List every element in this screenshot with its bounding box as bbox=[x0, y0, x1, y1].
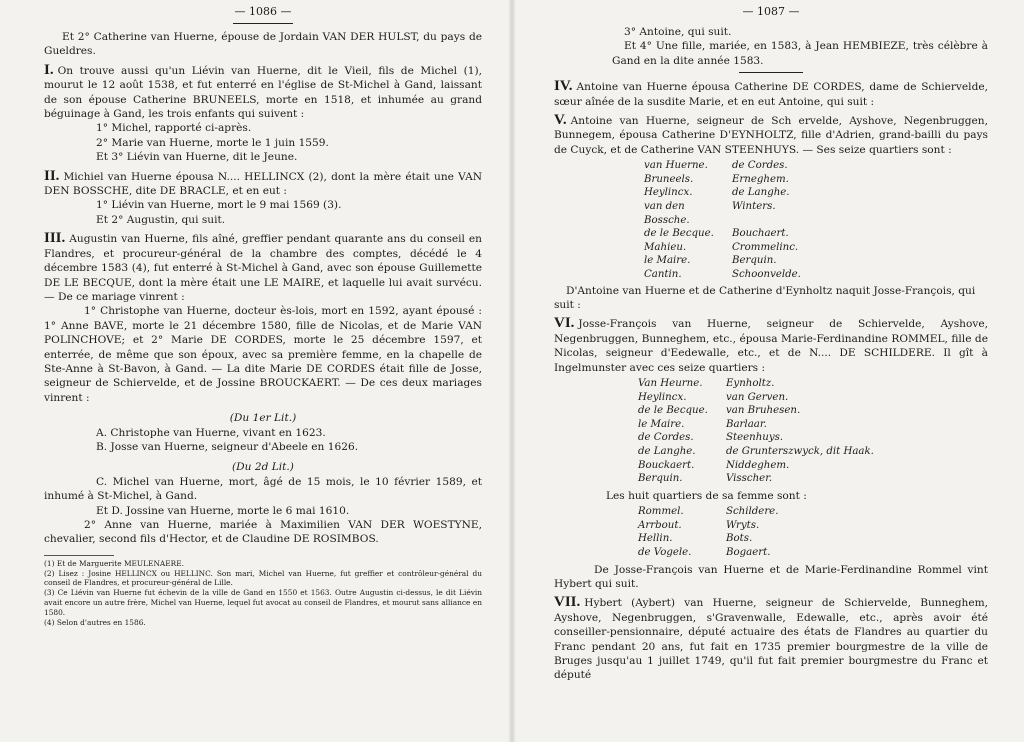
paragraph: 2° Anne van Huerne, mariée à Maximilien VAN DER WOESTYNE, chevalier, second fils d'Hector, et de Claudine DE ROSIMBOS. bbox=[44, 519, 482, 546]
continuation-line: Et 4° Une fille, mariée, en 1583, à Jean HEMBIEZE, très célèbre à Gand en la dite année 1583. bbox=[612, 40, 988, 67]
quarters-table bbox=[644, 159, 801, 281]
section-text: On trouve aussi qu'un Liévin van Huerne, dit le Vieil, fils de Michel (1), mourut le 12 août 1538, et fut enterré en l'église de St-Michel à Gand, laissant de son épouse Catherine BRUNEELS, morte en 1518, et inhumée au grand béguinage à Gand, les trois enfants qui suivent : bbox=[44, 64, 482, 121]
table-row: de le Becque. Bouchaert. bbox=[644, 228, 789, 240]
section-text: Antoine van Huerne, seigneur de Sch ervelde, Ayshove, Negenbruggen, Bunnegem, épousa Catherine D'EYNHOLTZ, fille d'Adrien, grand-bailli du pays de Cuyck, et de Catherine VAN STEENHUYS. — Ses seize quartiers sont : bbox=[554, 115, 988, 156]
page-number-left: — 1086 — bbox=[234, 5, 292, 18]
table-row: Mahieu. Crommelinc. bbox=[644, 241, 799, 253]
footnote: (4) Selon d'autres en 1586. bbox=[44, 617, 146, 627]
table-row: le Maire. Barlaar. bbox=[638, 418, 767, 430]
section-number: III. bbox=[44, 230, 66, 247]
section-number: IV. bbox=[554, 78, 573, 95]
lit-heading: (Du 2d Lit.) bbox=[232, 461, 294, 474]
section-1 bbox=[44, 63, 482, 165]
table-row: Bruneels. Erneghem. bbox=[644, 173, 789, 185]
table-row: Berquin. Visscher. bbox=[638, 473, 773, 485]
footnotes bbox=[44, 559, 482, 628]
list-item: 2° Marie van Huerne, morte le 1 juin 1559. bbox=[96, 136, 329, 149]
quarters-table bbox=[638, 377, 874, 486]
transition-paragraph: De Josse-François van Huerne et de Marie-Ferdinandine Rommel vint Hybert qui suit. bbox=[554, 563, 988, 590]
intro-paragraph: Et 2° Catherine van Huerne, épouse de Jordain VAN DER HULST, du pays de Gueldres. bbox=[44, 31, 482, 58]
continuation-line: 3° Antoine, qui suit. bbox=[624, 26, 732, 38]
section-number: V. bbox=[554, 112, 567, 129]
footnote: (2) Lisez : Josine HELLINCX ou HELLINC. Son mari, Michel van Huerne, fut greffier et contrôleur-général du conseil de Flandres, et procureur-général de Lille. bbox=[44, 568, 482, 588]
table-row: de Langhe. de Grunterszwyck, dit Haak. bbox=[638, 446, 874, 457]
table-row: van den Bossche. Winters. bbox=[644, 201, 776, 226]
page-number-right: — 1087 — bbox=[742, 5, 800, 18]
transition-paragraph: D'Antoine van Huerne et de Catherine d'Eynholtz naquit Josse-François, qui suit : bbox=[554, 284, 976, 311]
section-number: I. bbox=[44, 61, 54, 78]
table-row: Hellin. Bots. bbox=[638, 533, 753, 545]
lit-heading: (Du 1er Lit.) bbox=[229, 412, 297, 425]
table-row: de le Becque. van Bruhesen. bbox=[638, 405, 801, 417]
table-row: Cantin. Schoonvelde. bbox=[644, 269, 801, 280]
table-row: Heylincx. van Gerven. bbox=[638, 391, 789, 403]
list-item: Et D. Jossine van Huerne, morte le 6 mai 1610. bbox=[96, 504, 350, 517]
table-row: Rommel. Schildere. bbox=[638, 506, 779, 518]
section-number: VII. bbox=[554, 594, 581, 611]
section-4 bbox=[554, 79, 988, 109]
footnote-rule bbox=[44, 555, 114, 556]
section-text: Michiel van Huerne épousa N.... HELLINCX (2), dont la mère était une VAN DEN BOSSCHE, dite DE BRACLE, et en eut : bbox=[44, 170, 482, 198]
table-row: Arrbout. Wryts. bbox=[638, 519, 760, 531]
paragraph: 1° Christophe van Huerne, docteur ès-lois, mort en 1592, ayant épousé : 1° Anne BAVE, morte le 21 décembre 1580, fille de Nicolas, et de Marie VAN POLINCHOVE; et 2° Marie DE CORDES, morte le 25 décembre 1597, et enterrée, de même que son époux, avec sa première femme, en la chapelle de Ste-Anne à St-Bavon, à Gand. — La dite Marie DE CORDES était fille de Josse, seigneur de Schiervelde, et de Jossine BROUCKAERT. — De ces deux mariages vinrent : bbox=[44, 305, 482, 404]
footnote: (1) Et de Marguerite MEULENAERE. bbox=[44, 558, 184, 568]
list-item: C. Michel van Huerne, mort, âgé de 15 mois, le 10 février 1589, et inhumé à St-Michel, à Gand. bbox=[44, 475, 482, 503]
section-text: Augustin van Huerne, fils aîné, greffier pendant quarante ans du conseil en Flandres, et procureur-général de la chambre des comptes, décédé le 4 décembre 1583 (4), fut enterré à St-Michel à Gand, avec son épouse Guillemette DE LE BECQUE, dont la mère était une LE MAIRE, et laquelle lui avait survécu. — De ce mariage vinrent : bbox=[44, 233, 482, 303]
section-number: VI. bbox=[554, 315, 575, 332]
list-item: 1° Michel, rapporté ci-après. bbox=[96, 122, 252, 135]
list-item: Et 3° Liévin van Huerne, dit le Jeune. bbox=[96, 151, 298, 164]
list-item: Et 2° Augustin, qui suit. bbox=[96, 213, 226, 226]
list-item: 1° Liévin van Huerne, mort le 9 mai 1569 (3). bbox=[96, 199, 342, 212]
list-item: B. Josse van Huerne, seigneur d'Abeele en 1626. bbox=[96, 440, 359, 453]
section-text: Josse-François van Huerne, seigneur de Schiervelde, Ayshove, Negenbruggen, Bunneghem, etc., épousa Marie-Ferdinandine ROMMEL, fille de Nicolas, seigneur d'Eedewalle, etc., et de N.... DE SCHILDERE. Il gît à Ingelmunster avec ces seize quartiers : bbox=[554, 318, 988, 374]
section-text: Hybert (Aybert) van Huerne, seigneur de Schiervelde, Bunneghem, Ayshove, Negenbruggen, s'Gravenwalle, Edewalle, etc., après avoir été conseiller-pensionnaire, député actuaire des états de Flandres au quartier du Franc pendant 20 ans, fut fait en 1735 premier bourgmestre de la ville de Bruges jusqu'au 1 juillet 1749, qu'il fut fait premier bourgmestre du Franc et député bbox=[554, 597, 988, 682]
table-row: le Maire. Berquin. bbox=[644, 255, 777, 267]
table-row: van Huerne. de Cordes. bbox=[644, 160, 788, 172]
section-6 bbox=[554, 316, 988, 559]
header-rule bbox=[233, 23, 293, 24]
table-row: de Cordes. Steenhuys. bbox=[638, 432, 784, 444]
section-7 bbox=[554, 595, 988, 682]
section-2 bbox=[44, 169, 482, 228]
wife-quarters-table bbox=[638, 505, 778, 559]
section-rule bbox=[739, 72, 803, 73]
list-item: A. Christophe van Huerne, vivant en 1623. bbox=[96, 426, 326, 439]
section-number: II. bbox=[44, 167, 60, 184]
table-row: de Vogele. Bogaert. bbox=[638, 546, 771, 558]
table-row: Van Heurne. Eynholtz. bbox=[638, 378, 775, 390]
wife-quarters-heading: Les huit quartiers de sa femme sont : bbox=[606, 489, 807, 502]
table-row: Heylincx. de Langhe. bbox=[644, 187, 790, 199]
section-text: Antoine van Huerne épousa Catherine DE CORDES, dame de Schiervelde, sœur aînée de la susdite Marie, et en eut Antoine, qui suit : bbox=[554, 81, 988, 108]
section-3 bbox=[44, 231, 482, 547]
footnote: (3) Ce Liévin van Huerne fut échevin de la ville de Gand en 1550 et 1563. Outre Augustin ci-dessus, le dit Liévin avait encore un autre frère, Michel van Huerne, lequel fut avocat au conseil de Flandres, et mourut sans alliance en 1580. bbox=[44, 588, 482, 617]
right-page bbox=[512, 0, 1024, 742]
section-5 bbox=[554, 113, 988, 282]
table-row: Bouckaert. Niddeghem. bbox=[638, 459, 790, 471]
